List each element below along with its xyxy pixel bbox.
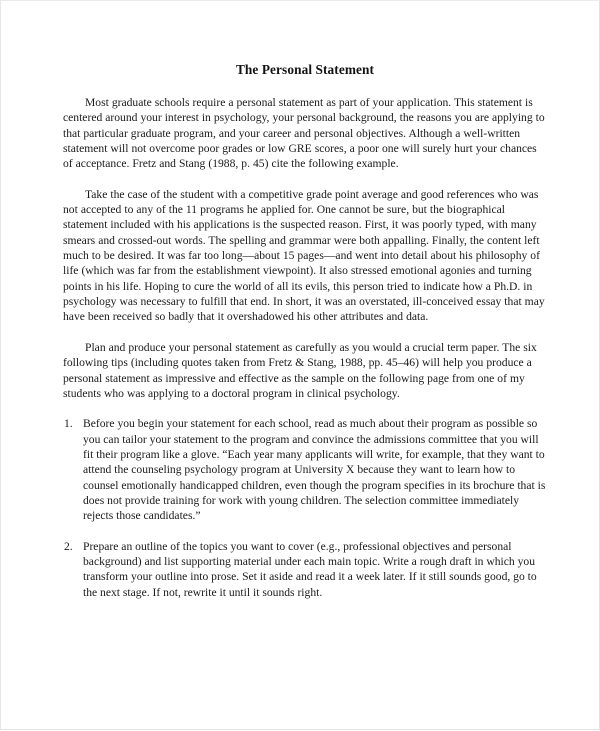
list-item-text: Before you begin your statement for each school, read as much about their program as possible so you can tailor your statement to the program and convince the admissions committee that you will fit their program like a glove. “Each year many applicants will write, for example, that they want to attend the counseling psychology program at University X because they want to learn how to counsel emotionally handicapped children, even though the program specifies in its brochure that is does not provide training for work with young children. The selection committee immediately rejects those candidates.” (83, 417, 546, 523)
page-title: The Personal Statement (235, 62, 375, 77)
list-item-text: Prepare an outline of the topics you want to cover (e.g., professional objectives and personal background) and list supporting material under each main topic. Write a rough draft in which you transform your outline into prose. Set it aside and read it a week later. If it still sounds good, go to the next stage. If not, rewrite it until it sounds right. (83, 539, 537, 599)
list-item-marker: 2. (64, 539, 73, 553)
list-item-marker: 1. (64, 417, 73, 431)
paragraph-tips-intro: Plan and produce your personal statement as carefully as you would a crucial term paper. The six following tips (including quotes taken from Fretz & Stang, 1988, pp. 45–46) will help you produce a personal statement as impressive and effective as the sample on the following page from one of my students who was applying to a doctoral program in clinical psychology. (63, 340, 537, 400)
document-body (63, 95, 547, 615)
tips-list (63, 416, 547, 600)
paragraph-intro: Most graduate schools require a personal statement as part of your application. This statement is centered around your interest in psychology, your personal background, the reasons you are applying to that particular graduate program, and your career and personal objectives. Although a well-written statement will not overcome poor grades or low GRE scores, a poor one will surely hurt your chances of acceptance. Fretz and Stang (1988, p. 45) cite the following example. (63, 96, 545, 171)
list-item (63, 539, 547, 600)
paragraph-example-case: Take the case of the student with a competitive grade point average and good references who was not accepted to any of the 11 programs he applied for. One cannot be sure, but the biographical statement included with his applications is the suspected reason. First, it was poorly typed, with many smears and crossed-out words. The spelling and grammar were both appalling. Finally, the content left much to be desired. It was far too long—about 15 pages—and went into detail about his philosophy of life (which was far from the establishment viewpoint). It also stressed emotional agonies and turning points in his life. Hoping to cure the world of all its evils, this person tried to indicate how a Ph.D. in psychology was necessary to fulfill that end. In short, it was an overstated, ill-conceived essay that may have been received so badly that it overshadowed his other attributes and data. (63, 187, 545, 324)
page-content-area (63, 1, 547, 731)
list-item (63, 416, 547, 523)
